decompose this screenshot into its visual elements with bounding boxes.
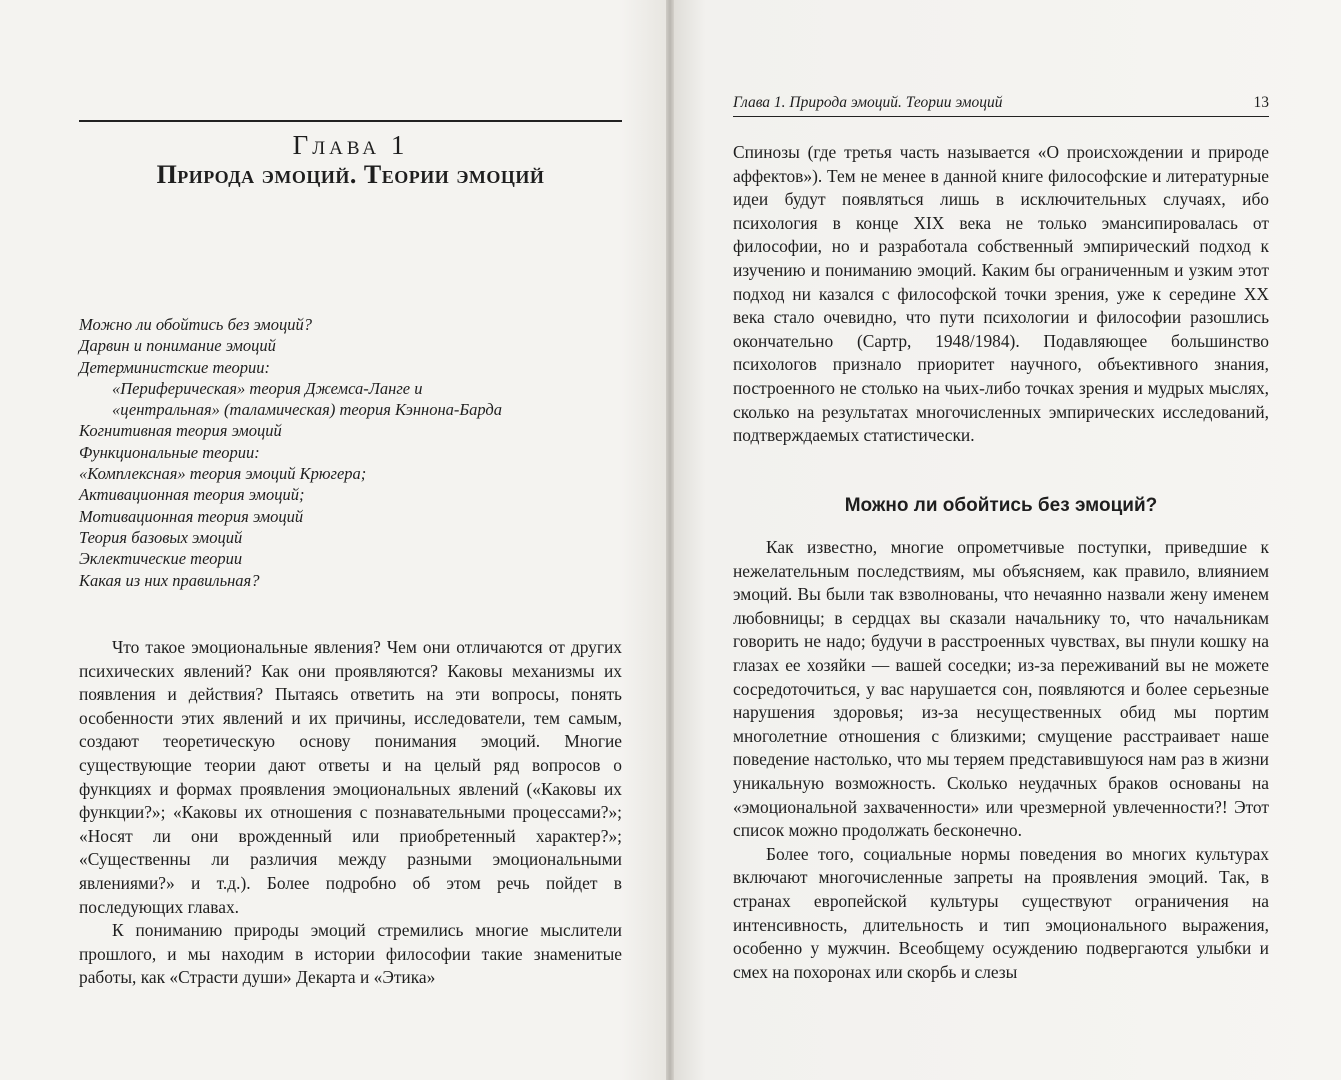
chapter-contents-list xyxy=(79,314,619,591)
contents-item: «Периферическая» теория Джемса-Ланге и xyxy=(112,378,423,398)
paragraph: К пониманию природы эмоций стремились многие мыслители прошлого, и мы находим в истории философии такие знаменитые работы, как «Страсти души» Декарта и «Этика» xyxy=(79,920,622,988)
contents-item: Когнитивная теория эмоций xyxy=(79,421,282,441)
section-heading: Можно ли обойтись без эмоций? xyxy=(844,495,1158,516)
running-head-rule xyxy=(733,116,1269,117)
contents-item: Мотивационная теория эмоций xyxy=(79,506,304,526)
contents-item: «центральная» (таламическая) теория Кэннона-Барда xyxy=(112,400,503,420)
contents-item: «Комплексная» теория эмоций Крюгера; xyxy=(79,464,367,484)
book-gutter xyxy=(666,0,674,1080)
chapter-label: Глава 1 xyxy=(292,130,409,160)
contents-item: Активационная теория эмоций; xyxy=(79,485,305,505)
contents-item: Эклектические теории xyxy=(79,549,243,569)
chapter-title: Природа эмоций. Теории эмоций xyxy=(156,160,545,189)
contents-item: Детерминистские теории: xyxy=(79,357,270,377)
paragraph: Более того, социальные нормы поведения во многих культурах включают многочисленные запреты на проявления эмоций. Так, в странах европейской культуры существуют ограничения на интенсивность, длительность и тип эмоционального выражения, особенно у мужчин. Всеобщему осуждению подвергаются улыбки и смех на похоронах или скорбь и слезы xyxy=(733,843,1269,982)
contents-item: Теория базовых эмоций xyxy=(79,527,243,547)
contents-item: Можно ли обойтись без эмоций? xyxy=(79,315,312,334)
right-body-section xyxy=(733,536,1269,984)
paragraph: Спинозы (где третья часть называется «О происхождении и природе аффектов»). Тем не менее в данной книге философские и литературные идеи будут появляться лишь в исключительных случаях, ибо психология в конце XIX века не только эмансипировалась от философии, но и разработала собственный эмпирический подход к изучению и пониманию эмоций. Каким бы ограниченным и узким этот подход ни казался с философской точки зрения, уже к середине XX века стало очевидно, что пути психологии и философии разошлись окончательно (Сартр, 1948/1984). Подавляющее большинство психологов признало приоритет научного, объективного знания, построенного не столько на чьих-либо точках зрения и мудрых мыслях, сколько на результатах многочисленных эмпирических исследований, подтверждаемых статистически. xyxy=(733,142,1269,446)
left-body-text xyxy=(79,636,622,990)
paragraph: Что такое эмоциональные явления? Чем они отличаются от других психических явлений? Как они проявляются? Каковы механизмы их появления и действия? Пытаясь ответить на эти вопросы, понять особенности этих явлений и их причины, исследователи, тем самым, создают теоретическую основу понимания эмоций. Многие существующие теории дают ответы и на целый ряд вопросов о функциях и формах проявления эмоциональных явлений («Каковы их функции?»; «Каковы их отношения с познавательными процессами?»; «Носят ли они врожденный или приобретенный характер?»; «Существенны ли различия между разными эмоциональными явлениями?» и т.д.). Более подробно об этом речь пойдет в последующих главах. xyxy=(79,637,622,917)
chapter-top-rule xyxy=(79,120,622,122)
contents-item: Функциональные теории: xyxy=(79,442,260,462)
running-head: Глава 1. Природа эмоций. Теории эмоций xyxy=(733,94,1003,111)
contents-item: Какая из них правильная? xyxy=(79,570,260,590)
contents-item: Дарвин и понимание эмоций xyxy=(79,336,276,356)
paragraph: Как известно, многие опрометчивые поступки, приведшие к нежелательным последствиям, мы объясняем, как правило, влиянием эмоций. Вы были так взволнованы, что нечаянно назвали жену именем любовницы; в сердцах вы сказали начальнику то, что начальникам говорить не надо; будучи в расстроенных чувствах, вы пнули кошку на глазах ее хозяйки — вашей соседки; из-за переживаний вы не можете сосредоточиться, у вас нарушается сон, появляются и более серьезные нарушения здоровья; из-за несущественных обид мы портим многолетние отношения с близкими; смущение расстраивает наше поведение настолько, что мы теряем представившуюся нам раз в жизни уникальную возможность. Сколько неудачных браков основаны на «эмоциональной захваченности» или чрезмерной увлеченности?! Этот список можно продолжать бесконечно. xyxy=(733,537,1269,841)
right-body-continuation xyxy=(733,141,1269,448)
page-number: 13 xyxy=(1253,94,1269,111)
